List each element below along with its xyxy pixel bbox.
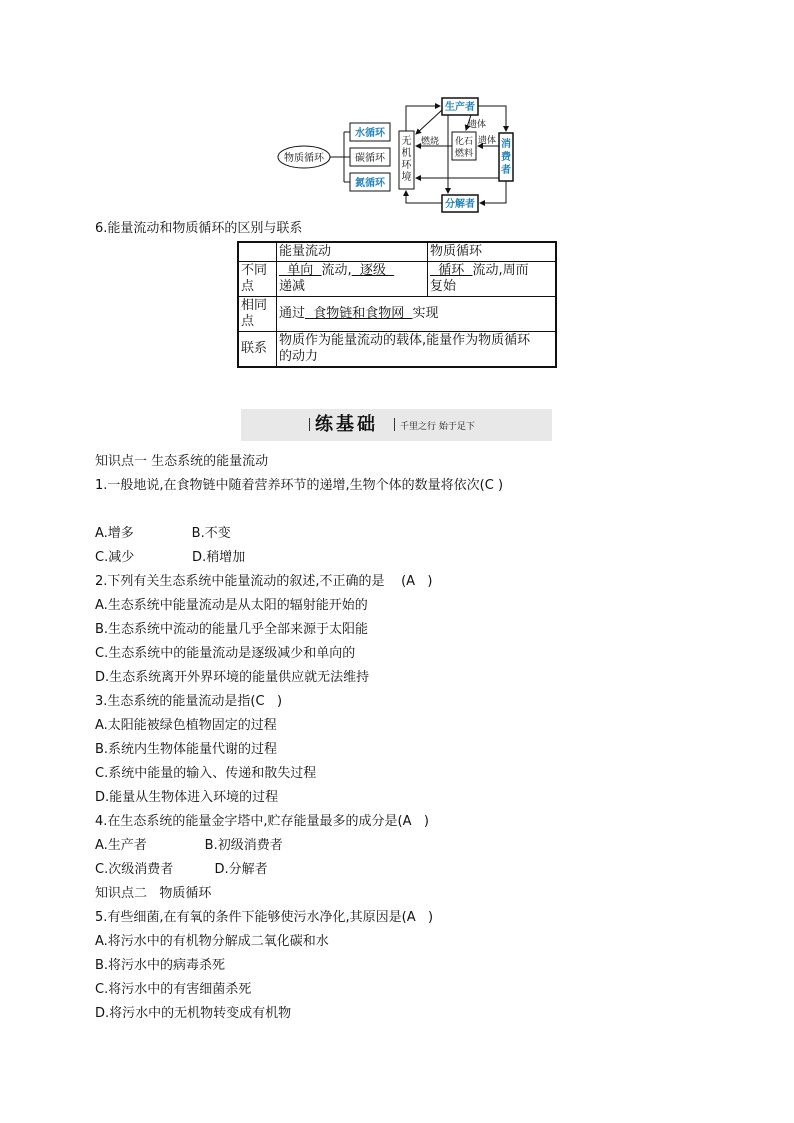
q4-options-ab: A.生产者 B.初级消费者 [95,838,283,853]
svg-text:境: 境 [401,172,412,183]
q3-option-d: D.能量从生物体进入环境的过程 [95,790,279,805]
svg-text:环: 环 [401,160,412,171]
svg-text:机: 机 [401,148,412,159]
q5-option-c: C.将污水中的有害细菌杀死 [95,982,252,997]
material-cycle-diagram [276,96,514,214]
svg-text:燃料: 燃料 [454,149,474,159]
q6-title: 6.能量流动和物质循环的区别与联系 [95,221,303,236]
q1-options-cd: C.减少 D.稍增加 [95,550,246,565]
q2-option-a: A.生态系统中能量流动是从太阳的辐射能开始的 [95,598,368,613]
carbon-cycle-label: 碳循环 [355,153,385,164]
comparison-table [237,241,557,368]
svg-text:费: 费 [501,152,511,163]
q5-option-d: D.将污水中的无机物转变成有机物 [95,1006,292,1021]
table-row-same [238,297,556,332]
svg-text:化石: 化石 [454,137,474,147]
q5-option-a: A.将污水中的有机物分解成二氧化碳和水 [95,934,329,949]
svg-text:无: 无 [401,136,412,147]
q2-option-d: D.生态系统离开外界环境的能量供应就无法维持 [95,670,370,685]
water-cycle-label: 水循环 [355,128,385,139]
table-row-different [238,262,556,297]
q3-option-b: B.系统内生物体能量代谢的过程 [95,742,278,757]
table-row-link [238,332,556,368]
material-cycle-svg [276,96,514,214]
banner-divider-left [309,418,310,431]
banner-subtitle: 千里之行 始于足下 [400,422,475,432]
banner-divider-right [394,418,395,431]
col-energy: 能量流动 [277,242,428,262]
cell-matter-different: 循环 流动,周而 复始 [428,262,557,297]
section-banner [241,409,552,441]
q5-option-b: B.将污水中的病毒杀死 [95,958,226,973]
col-matter: 物质循环 [428,242,557,262]
row-head-link: 联系 [238,332,277,368]
banner-title: 练基础 [315,414,378,435]
q2-option-c: C.生态系统中的能量流动是逐级减少和单向的 [95,646,356,661]
question-2: 2.下列有关生态系统中能量流动的叙述,不正确的是 (A ) [95,574,433,589]
q3-option-c: C.系统中能量的输入、传递和散失过程 [95,766,317,781]
decomposer-label: 分解者 [445,199,475,210]
producer-label: 生产者 [445,102,475,113]
question-3: 3.生态系统的能量流动是指(C ) [95,694,283,709]
section-heading-2: 知识点二 物质循环 [95,886,212,901]
svg-text:者: 者 [501,165,511,176]
nitrogen-cycle-label: 氮循环 [355,178,385,189]
cell-link: 物质作为能量流动的载体,能量作为物质循环 的动力 [277,332,557,368]
cell-energy-different: 单向 流动, 逐级 递减 [277,262,428,297]
burn-label: 燃烧 [421,137,440,147]
remains-label-2: 遗体 [478,136,497,146]
q1-options-ab: A.增多 B.不变 [95,526,231,541]
q4-options-cd: C.次级消费者 D.分解者 [95,862,268,877]
svg-text:消: 消 [501,139,511,150]
table-header-row [238,242,556,262]
question-1: 1.一般地说,在食物链中随着营养环节的递增,生物个体的数量将依次(C ) [95,478,504,493]
q3-option-a: A.太阳能被绿色植物固定的过程 [95,718,277,733]
root-label: 物质循环 [284,153,324,164]
q2-option-b: B.生态系统中流动的能量几乎全部来源于太阳能 [95,622,369,637]
question-5: 5.有些细菌,在有氧的条件下能够使污水净化,其原因是(A ) [95,910,434,925]
question-4: 4.在生态系统的能量金字塔中,贮存能量最多的成分是(A ) [95,814,429,829]
cell-same: 通过 食物链和食物网 实现 [277,297,557,332]
row-head-same: 相同 点 [238,297,277,332]
remains-label-1: 遗体 [468,120,487,130]
section-heading-1: 知识点一 生态系统的能量流动 [95,454,269,469]
row-head-different: 不同 点 [238,262,277,297]
